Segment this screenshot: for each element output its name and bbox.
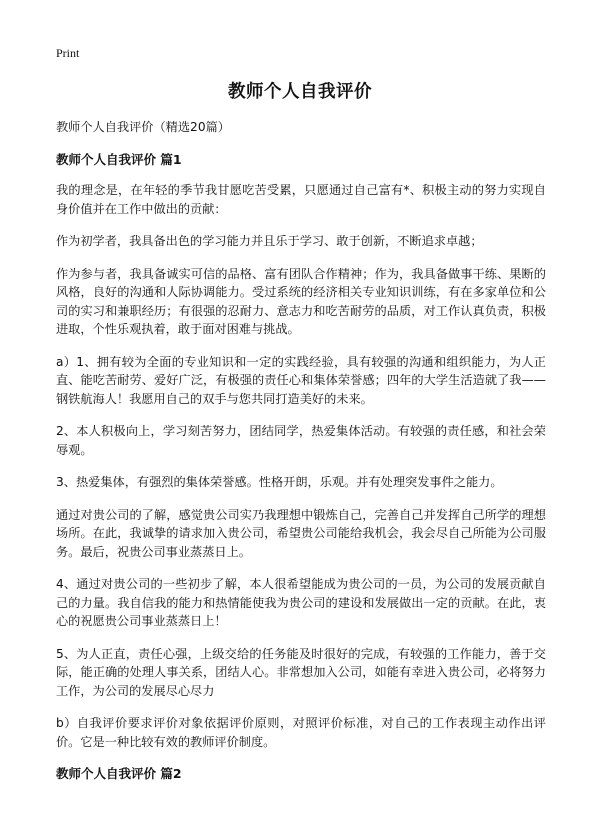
paragraph: b）自我评价要求评价对象依据评价原则，对照评价标准，对自己的工作表现主动作出评价。它是一种比较有效的教师评价制度。 <box>56 716 546 749</box>
paragraph: 4、通过对贵公司的一些初步了解，本人很希望能成为贵公司的一员，为公司的发展贡献自己的力量。我自信我的能力和热情能使我为贵公司的建设和发展做出一定的贡献。在此，衷心的祝愿贵公司事业蒸蒸日上！ <box>56 577 546 628</box>
paragraph: a）1、拥有较为全面的专业知识和一定的实践经验，具有较强的沟通和组织能力，为人正直、能吃苦耐劳、爱好广泛，有极强的责任心和集体荣誉感；四年的大学生活造就了我——钢铁航海人！我愿用自己的双手与您共同打造美好的未来。 <box>56 354 546 406</box>
document-body <box>56 118 546 796</box>
page-title: 教师个人自我评价 <box>228 82 372 102</box>
paragraph: 我的理念是，在年轻的季节我甘愿吃苦受累，只愿通过自己富有*、积极主动的努力实现自身价值并在工作中做出的贡献： <box>56 183 546 216</box>
section-heading-1: 教师个人自我评价 篇1 <box>56 151 182 167</box>
paragraph: 作为初学者，我具备出色的学习能力并且乐于学习、敢于创新，不断追求卓越； <box>56 234 483 248</box>
paragraph: 2、本人积极向上，学习刻苦努力，团结同学，热爱集体活动。有较强的责任感，和社会荣辱观。 <box>56 424 546 457</box>
print-link[interactable]: Print <box>56 46 80 60</box>
section-heading-2: 教师个人自我评价 篇2 <box>56 766 182 781</box>
paragraph: 5、为人正直，责任心强，上级交给的任务能及时很好的完成，有较强的工作能力，善于交际，能正确的处理人事关系，团结人心。非常想加入公司，如能有幸进入贵公司，必将努力工作，为公司的发展尽心尽力 <box>56 646 546 698</box>
paragraph: 3、热爱集体，有强烈的集体荣誉感。性格开朗，乐观。并有处理突发事件之能力。 <box>56 475 503 489</box>
paragraph: 通过对贵公司的了解，感觉贵公司实乃我理想中锻炼自己，完善自己并发挥自己所学的理想场所。在此，我诚挚的请求加入贵公司，希望贵公司能给我机会，我会尽自己所能为公司服务。最后，祝贵公司事业蒸蒸日上。 <box>56 507 546 559</box>
paragraph: 作为参与者，我具备诚实可信的品格、富有团队合作精神；作为，我具备做事干练、果断的风格，良好的沟通和人际协调能力。受过系统的经济相关专业知识训练，有在多家单位和公司的实习和兼职经历；有很强的忍耐力、意志力和吃苦耐劳的品质，对工作认真负责，积极进取，个性乐观执着，敢于面对困难与挑战。 <box>56 266 546 336</box>
document-subtitle: 教师个人自我评价（精选20篇） <box>56 120 230 134</box>
